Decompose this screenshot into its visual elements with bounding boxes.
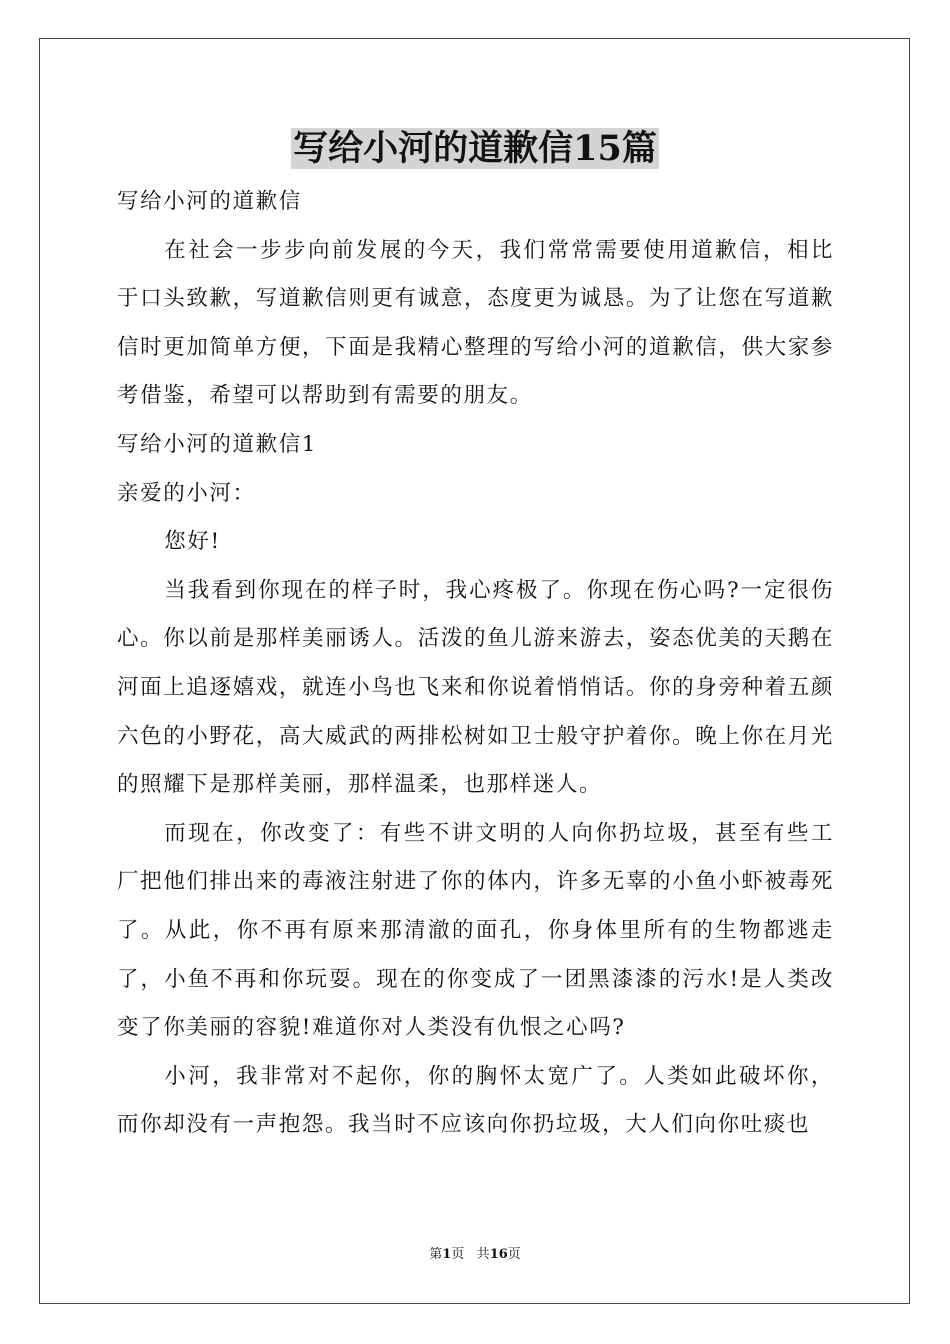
greeting: 您好! bbox=[164, 529, 221, 555]
total-prefix: 共 bbox=[476, 1247, 490, 1262]
total-suffix: 页 bbox=[507, 1247, 521, 1262]
body-paragraph: 而现在，你改变了：有些不讲文明的人向你扔垃圾，甚至有些工厂把他们排出来的毒液注射进了你的体内，许多无辜的小鱼小虾被毒死了。从此，你不再有原来那清澈的面孔，你身体里所有的生物都逃走了，小鱼不再和你玩耍。现在的你变成了一团黑漆漆的污水!是人类改变了你美丽的容貌!难道你对人类没有仇恨之心吗? bbox=[117, 820, 834, 1041]
document-title-text: 写给小河的道歉信15篇 bbox=[293, 128, 657, 169]
document-body bbox=[117, 178, 834, 1150]
page-suffix: 页 bbox=[451, 1247, 465, 1262]
body-paragraph: 小河，我非常对不起你，你的胸怀太宽广了。人类如此破坏你，而你却没有一声抱怨。我当时不应该向你扔垃圾，大人们向你吐痰也 bbox=[117, 1063, 834, 1138]
total-pages: 16 bbox=[489, 1247, 508, 1262]
section-heading: 写给小河的道歉信 bbox=[117, 189, 302, 214]
letter-heading: 写给小河的道歉信1 bbox=[117, 431, 318, 457]
body-paragraph: 当我看到你现在的样子时，我心疼极了。你现在伤心吗?一定很伤心。你以前是那样美丽诱人。活泼的鱼儿游来游去，姿态优美的天鹅在河面上追逐嬉戏，就连小鸟也飞来和你说着悄悄话。你的身旁种着五颜六色的小野花，高大威武的两排松树如卫士般守护着你。晚上你在月光的照耀下是那样美丽，那样温柔，也那样迷人。 bbox=[117, 577, 834, 798]
intro-paragraph: 在社会一步步向前发展的今天，我们常常需要使用道歉信，相比于口头致歉，写道歉信则更有诚意，态度更为诚恳。为了让您在写道歉信时更加简单方便，下面是我精心整理的写给小河的道歉信，供大家参考借鉴，希望可以帮助到有需要的朋友。 bbox=[117, 237, 834, 409]
page-prefix: 第 bbox=[429, 1247, 443, 1262]
salutation: 亲爱的小河： bbox=[117, 480, 256, 506]
page-footer bbox=[0, 1246, 950, 1264]
page-number: 1 bbox=[442, 1247, 452, 1262]
document-title bbox=[0, 126, 950, 172]
